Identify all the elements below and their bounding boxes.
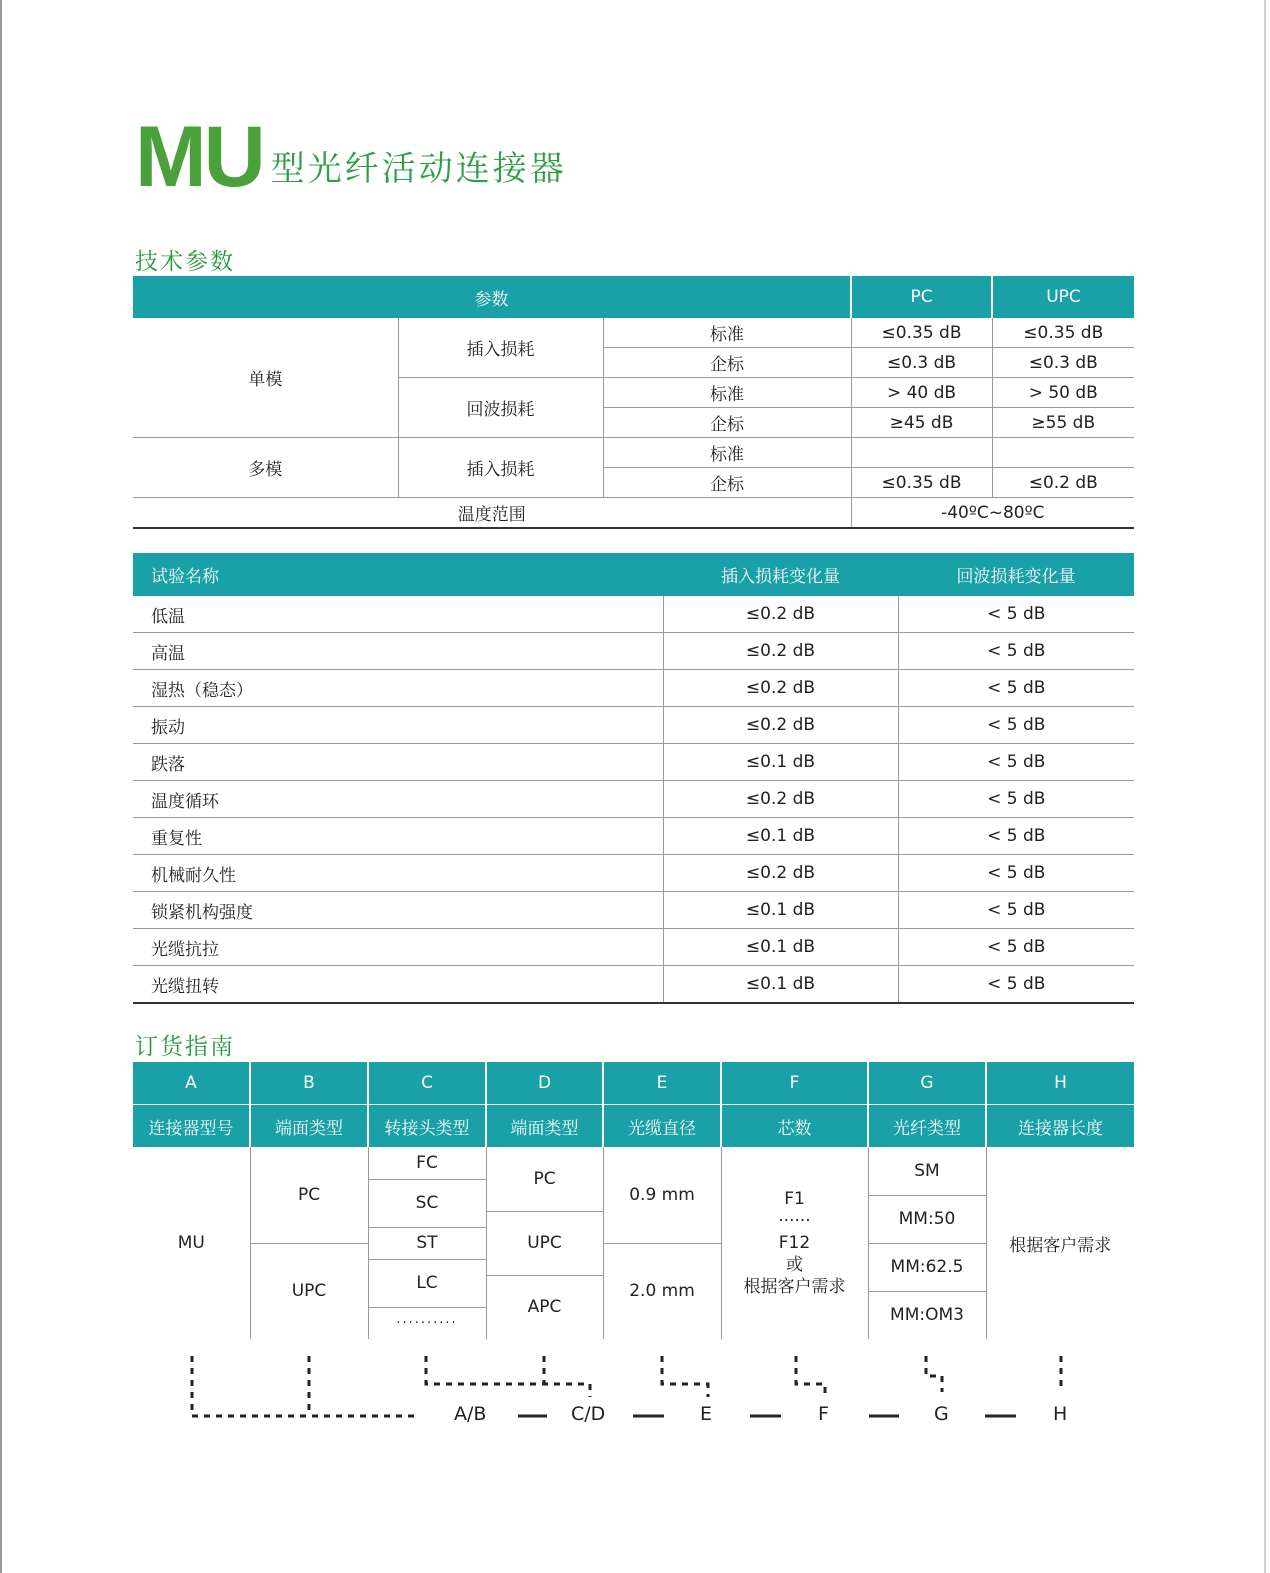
order-f-custom: 根据客户需求 [743,1277,846,1297]
order-g-value: MM:50 [868,1195,986,1243]
order-f-dots: ······ [778,1211,811,1231]
test-il-cell: ≤0.1 dB [663,892,898,929]
test-il-cell: ≤0.2 dB [663,855,898,892]
test-name-cell: 光缆扭转 [133,966,663,1004]
spec-value: > 40 dB [851,378,992,408]
order-g-value: MM:OM3 [868,1291,986,1339]
test-il-cell: ≤0.2 dB [663,781,898,818]
test-il-cell: ≤0.1 dB [663,929,898,966]
order-d-value: UPC [486,1211,603,1275]
test-rl-cell: < 5 dB [898,855,1134,892]
spec-insertion-loss: 插入损耗 [398,318,603,378]
order-g-value: SM [868,1147,986,1195]
test-name-cell: 湿热（稳态） [133,670,663,707]
test-row [133,855,1134,892]
spec-standard: 标准 [603,438,851,468]
order-e-value: 0.9 mm [603,1147,721,1243]
order-table [133,1062,1134,1339]
spec-enterprise: 企标 [603,468,851,498]
spec-enterprise: 企标 [603,408,851,438]
test-row [133,744,1134,781]
spec-value: ≤0.35 dB [992,318,1134,348]
order-h-value: 根据客户需求 [986,1147,1134,1339]
order-c-value: LC [368,1259,486,1307]
spec-standard: 标准 [603,378,851,408]
spec-value: ≥55 dB [992,408,1134,438]
order-g-value: MM:62.5 [868,1243,986,1291]
test-rl-cell: < 5 dB [898,818,1134,855]
test-name-cell: 振动 [133,707,663,744]
test-row [133,929,1134,966]
test-name-cell: 锁紧机构强度 [133,892,663,929]
spec-single-mode: 单模 [133,318,398,438]
connector-e [662,1356,708,1397]
order-name-row [133,1105,1134,1148]
connector-f [796,1356,825,1397]
spec-value: > 50 dB [992,378,1134,408]
order-e-value: 2.0 mm [603,1243,721,1339]
test-name-cell: 光缆抗拉 [133,929,663,966]
spec-header-upc: UPC [992,276,1134,318]
formula-f: F [818,1403,829,1425]
order-letter-d: D [486,1062,603,1105]
order-c-value: ST [368,1227,486,1259]
formula-cd: C/D [571,1403,606,1425]
section-heading-tech: 技术参数 [135,249,235,275]
test-row [133,818,1134,855]
test-header-rl: 回波损耗变化量 [898,553,1134,596]
spec-return-loss: 回波损耗 [398,378,603,438]
order-letter-b: B [250,1062,368,1105]
test-name-cell: 低温 [133,596,663,633]
title-model: MU [135,109,263,205]
spec-table [133,276,1134,529]
test-rl-cell: < 5 dB [898,744,1134,781]
formula-e: E [700,1403,713,1425]
page-edge [0,0,2,1573]
spec-temp-label: 温度范围 [133,498,851,529]
connector-g [926,1356,942,1392]
order-letter-h: H [986,1062,1134,1105]
order-letter-f: F [721,1062,868,1105]
spec-value: ≤0.2 dB [992,468,1134,498]
order-c-value: ·········· [368,1307,486,1339]
test-name-cell: 温度循环 [133,781,663,818]
formula-h: H [1053,1403,1068,1425]
test-name-cell: 跌落 [133,744,663,781]
page-edge [1264,0,1266,1573]
test-row [133,596,1134,633]
spec-value: ≤0.35 dB [851,468,992,498]
title-text: 型光纤活动连接器 [270,149,567,189]
order-name-g: 光纤类型 [868,1105,986,1148]
test-rl-cell: < 5 dB [898,929,1134,966]
spec-header-pc: PC [851,276,992,318]
order-name-d: 端面类型 [486,1105,603,1148]
test-row [133,892,1134,929]
test-header-il: 插入损耗变化量 [663,553,898,596]
spec-value: ≥45 dB [851,408,992,438]
order-name-h: 连接器长度 [986,1105,1134,1148]
test-il-cell: ≤0.2 dB [663,596,898,633]
spec-multi-mode: 多模 [133,438,398,498]
connector-a [192,1356,420,1416]
test-row [133,966,1134,1004]
spec-value: ≤0.3 dB [851,348,992,378]
test-il-cell: ≤0.2 dB [663,633,898,670]
formula-g: G [934,1403,949,1425]
test-rl-cell: < 5 dB [898,892,1134,929]
order-name-a: 连接器型号 [133,1105,250,1148]
order-name-c: 转接头类型 [368,1105,486,1148]
order-letter-c: C [368,1062,486,1105]
order-a-value: MU [177,1233,205,1253]
spec-value [851,438,992,468]
spec-value [992,438,1134,468]
test-table [133,553,1134,1004]
test-rl-cell: < 5 dB [898,707,1134,744]
test-il-cell: ≤0.1 dB [663,744,898,781]
order-c-value: FC [368,1147,486,1179]
spec-value: ≤0.35 dB [851,318,992,348]
order-d-value: PC [486,1147,603,1211]
order-name-b: 端面类型 [250,1105,368,1148]
test-rl-cell: < 5 dB [898,966,1134,1004]
test-name-cell: 机械耐久性 [133,855,663,892]
spec-temp-value: -40ºC~80ºC [851,498,1134,529]
test-il-cell: ≤0.1 dB [663,818,898,855]
order-b-value: PC [250,1147,368,1243]
test-row [133,781,1134,818]
test-rl-cell: < 5 dB [898,781,1134,818]
test-rl-cell: < 5 dB [898,633,1134,670]
test-il-cell: ≤0.1 dB [663,966,898,1004]
order-letter-a: A [133,1062,250,1105]
test-rl-cell: < 5 dB [898,596,1134,633]
order-d-value: APC [486,1275,603,1339]
order-b-value: UPC [250,1243,368,1339]
test-row [133,707,1134,744]
order-letter-row [133,1062,1134,1105]
order-f-value [721,1147,868,1339]
order-c-value: SC [368,1179,486,1227]
test-row [133,633,1134,670]
order-letter-e: E [603,1062,721,1105]
test-table-body [133,596,1134,1003]
test-il-cell: ≤0.2 dB [663,707,898,744]
test-name-cell: 高温 [133,633,663,670]
order-f-last: F12 [778,1233,811,1253]
formula-ab: A/B [454,1403,487,1425]
test-rl-cell: < 5 dB [898,670,1134,707]
test-row [133,670,1134,707]
section-heading-order: 订货指南 [135,1034,235,1060]
order-name-f: 芯数 [721,1105,868,1148]
order-letter-g: G [868,1062,986,1105]
order-name-e: 光缆直径 [603,1105,721,1148]
test-il-cell: ≤0.2 dB [663,670,898,707]
connector-c [426,1356,590,1397]
spec-value: ≤0.3 dB [992,348,1134,378]
order-code-diagram [0,1340,1270,1450]
spec-enterprise: 企标 [603,348,851,378]
test-name-cell: 重复性 [133,818,663,855]
order-f-first: F1 [784,1189,805,1209]
order-f-or: 或 [786,1255,803,1275]
page-title [135,108,567,205]
spec-standard: 标准 [603,318,851,348]
spec-header-param: 参数 [133,276,851,318]
test-header-name: 试验名称 [133,553,663,596]
spec-insertion-loss: 插入损耗 [398,438,603,498]
